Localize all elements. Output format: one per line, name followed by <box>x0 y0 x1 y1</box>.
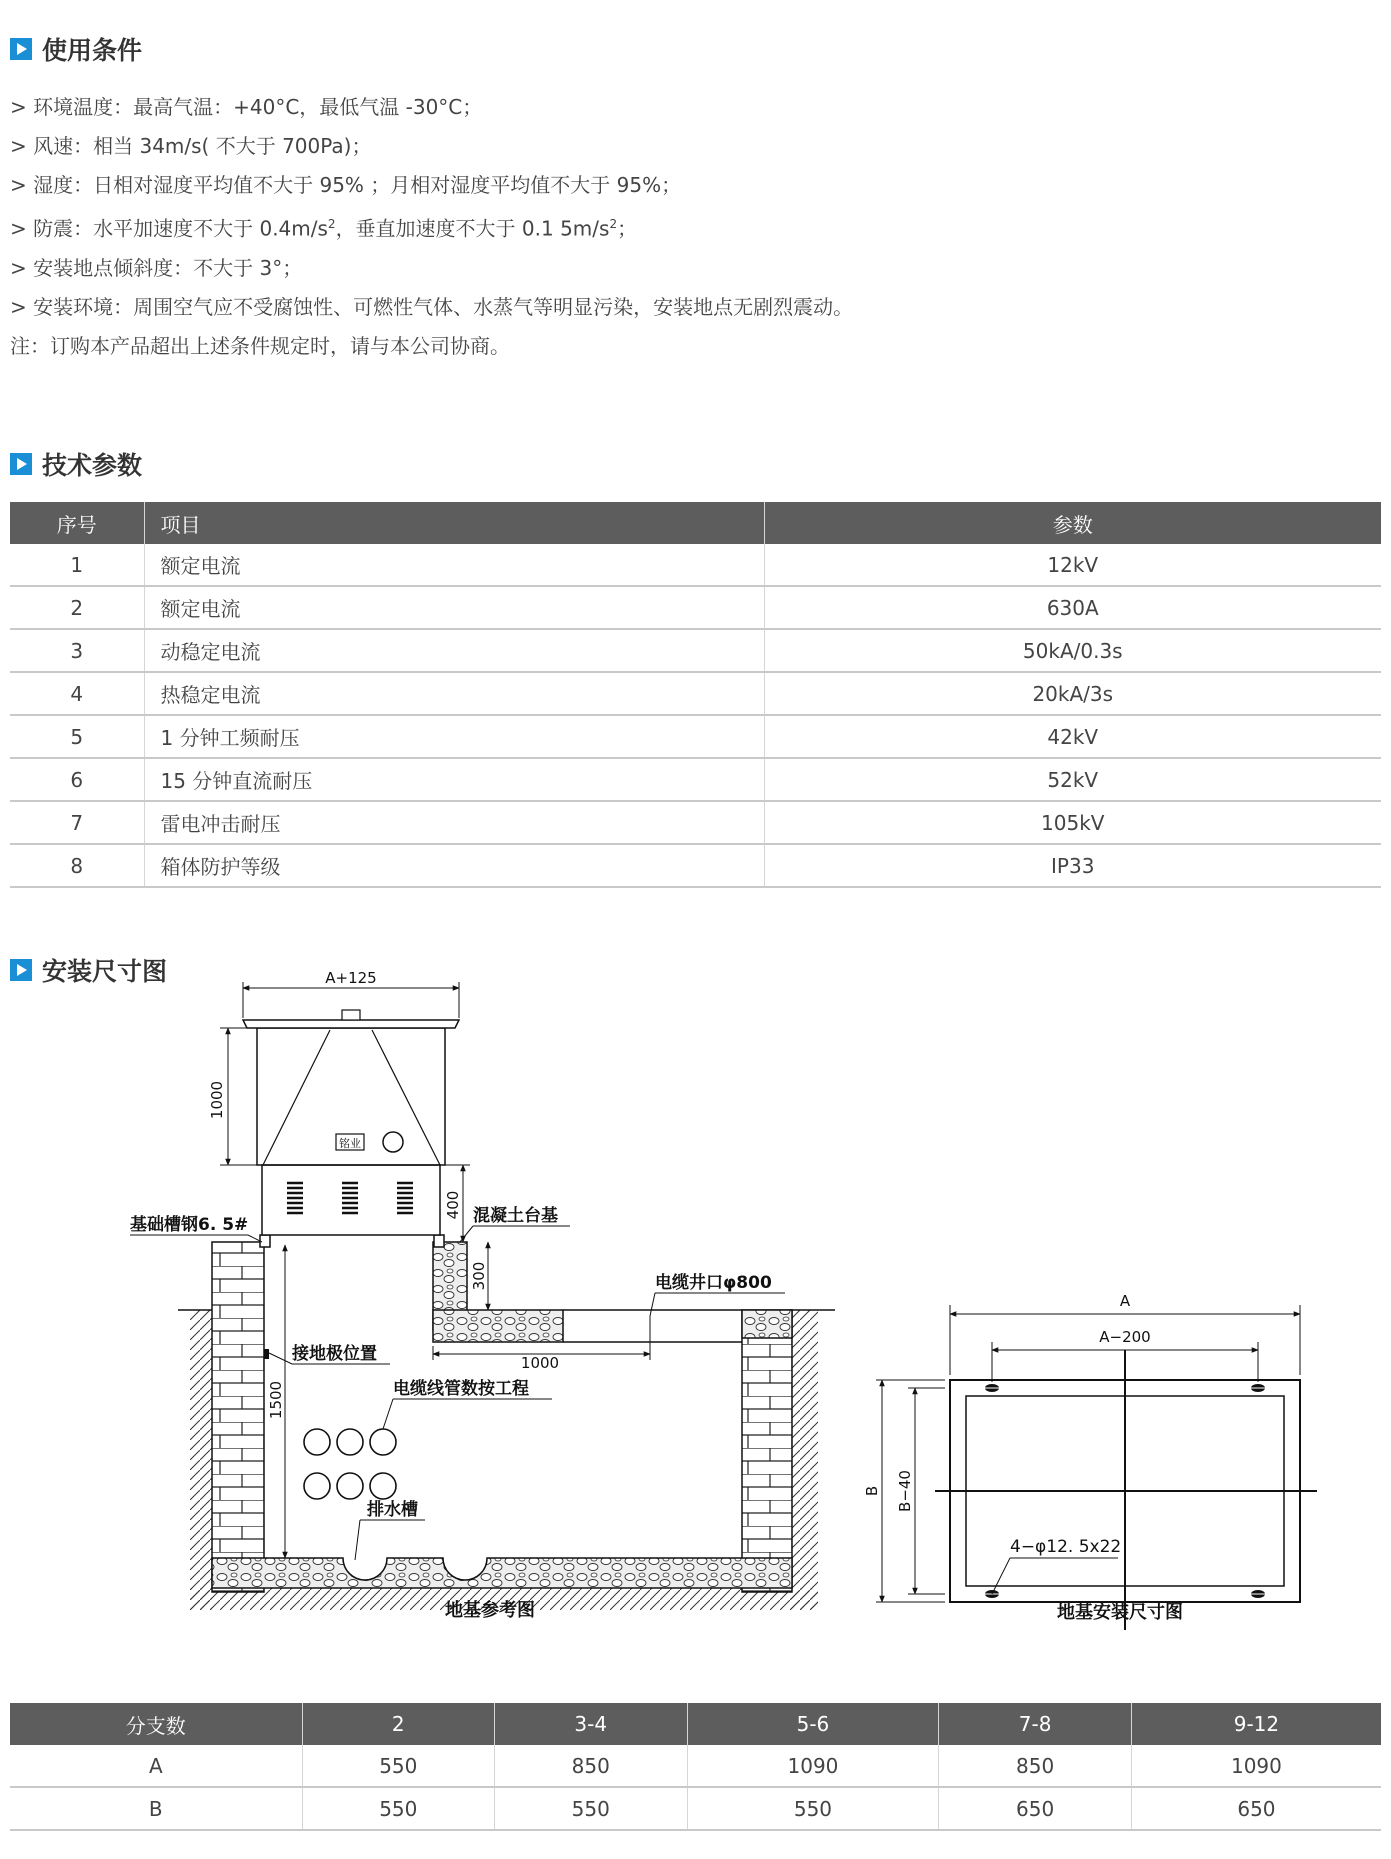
cell: 850 <box>939 1745 1131 1787</box>
cell: A <box>10 1745 302 1787</box>
table-header-row <box>10 1703 1381 1745</box>
header-cell: 5-6 <box>687 1703 939 1745</box>
cell: 7 <box>10 801 144 844</box>
play-arrow-icon <box>10 959 32 981</box>
header-cell: 9-12 <box>1131 1703 1381 1745</box>
cell: 50kA/0.3s <box>764 629 1381 672</box>
cell: 52kV <box>764 758 1381 801</box>
condition-line <box>10 205 853 249</box>
cell: 650 <box>1131 1787 1381 1830</box>
ring-main-unit-box <box>243 1010 459 1235</box>
header-index: 序号 <box>10 502 144 544</box>
caption-foundation: 地基参考图 <box>445 1600 535 1621</box>
cell: 热稳定电流 <box>144 672 764 715</box>
condition-line: > 安装环境：周围空气应不受腐蚀性、可燃性气体、水蒸气等明显污染，安装地点无剧烈震动。 <box>10 294 854 319</box>
dim-b: B <box>863 1485 881 1497</box>
label-cable-duct: 电缆线管数按工程 <box>393 1379 529 1399</box>
cell: 12kV <box>764 544 1381 586</box>
header-cell: 分支数 <box>10 1703 302 1745</box>
header-cell: 3-4 <box>495 1703 687 1745</box>
section-params-header <box>10 446 142 482</box>
condition-line: > 安装地点倾斜度：不大于 3°； <box>10 255 303 280</box>
left-brick-wall <box>212 1242 264 1592</box>
cell: 630A <box>764 586 1381 629</box>
cell: 雷电冲击耐压 <box>144 801 764 844</box>
condition-text: ； <box>617 216 638 241</box>
cell: 1 分钟工频耐压 <box>144 715 764 758</box>
play-arrow-icon <box>10 453 32 475</box>
cell: 1 <box>10 544 144 586</box>
bottom-slab <box>212 1558 792 1588</box>
install-diagram <box>0 969 1391 1680</box>
cell: 3 <box>10 629 144 672</box>
table-row <box>10 1745 1381 1787</box>
dim-box-height: 1000 <box>208 1080 226 1120</box>
cell: 550 <box>302 1787 494 1830</box>
cell: 105kV <box>764 801 1381 844</box>
cell: 5 <box>10 715 144 758</box>
table-row <box>10 544 1381 586</box>
right-brick-wall <box>742 1310 792 1592</box>
cell: 动稳定电流 <box>144 629 764 672</box>
cable-duct-circles <box>304 1429 396 1499</box>
table-row <box>10 801 1381 844</box>
lock-icon <box>383 1132 403 1152</box>
table-row <box>10 844 1381 887</box>
dim-1000-horizontal: 1000 <box>520 1354 560 1372</box>
condition-line: > 风速：相当 34m/s( 不大于 700Pa)； <box>10 134 372 158</box>
cell: 箱体防护等级 <box>144 844 764 887</box>
condition-line: > 环境温度：最高气温：+40°C，最低气温 -30°C； <box>10 95 483 119</box>
condition-line: > 湿度：日相对湿度平均值不大于 95% ；月相对湿度平均值不大于 95%； <box>10 173 682 197</box>
label-holes: 4−φ12. 5x22 <box>1010 1537 1122 1557</box>
table-row <box>10 758 1381 801</box>
table-row <box>10 672 1381 715</box>
cell: 15 分钟直流耐压 <box>144 758 764 801</box>
dim-a: A <box>1119 1292 1131 1310</box>
foundation-reference-drawing <box>130 969 835 1621</box>
cell: IP33 <box>764 844 1381 887</box>
cell: 42kV <box>764 715 1381 758</box>
cell: B <box>10 1787 302 1830</box>
table-row <box>10 586 1381 629</box>
condition-text: ，垂直加速度不大于 0.1 5m/s <box>335 216 610 241</box>
table-header-row <box>10 502 1381 544</box>
label-drain: 排水槽 <box>367 1500 418 1520</box>
dim-1500: 1500 <box>267 1380 285 1420</box>
section-title: 使用条件 <box>42 36 143 65</box>
header-item: 项目 <box>144 502 764 544</box>
condition-text: > 防震：水平加速度不大于 0.4m/s <box>10 216 328 241</box>
label-ground-position: 接地极位置 <box>292 1344 377 1364</box>
cell: 1090 <box>1131 1745 1381 1787</box>
foundation-install-drawing <box>863 1292 1317 1630</box>
nameplate-text: 铭业 <box>339 1137 361 1150</box>
section-title: 技术参数 <box>42 451 143 480</box>
dim-400: 400 <box>444 1190 462 1220</box>
cell: 额定电流 <box>144 544 764 586</box>
cell: 8 <box>10 844 144 887</box>
top-slab <box>433 1310 563 1342</box>
dim-width-top: A+125 <box>325 969 377 987</box>
section-title: 安装尺寸图 <box>42 957 168 986</box>
conditions-list <box>10 88 853 366</box>
table-row <box>10 1787 1381 1830</box>
header-cell: 2 <box>302 1703 494 1745</box>
dim-300: 300 <box>470 1261 488 1291</box>
box-roof <box>243 1020 459 1028</box>
branch-table <box>10 1703 1381 1831</box>
ground-hatch <box>190 1310 212 1610</box>
top-slab-right <box>742 1310 792 1338</box>
cell: 550 <box>302 1745 494 1787</box>
cell: 650 <box>939 1787 1131 1830</box>
cell: 额定电流 <box>144 586 764 629</box>
superscript: 2 <box>609 217 618 231</box>
label-concrete-base: 混凝土台基 <box>473 1206 558 1226</box>
cell: 850 <box>495 1745 687 1787</box>
header-value: 参数 <box>764 502 1381 544</box>
cell: 20kA/3s <box>764 672 1381 715</box>
caption-install: 地基安装尺寸图 <box>1057 1602 1183 1623</box>
header-cell: 7-8 <box>939 1703 1131 1745</box>
cell: 4 <box>10 672 144 715</box>
ground-hatch <box>790 1310 818 1610</box>
section-conditions-header <box>10 31 142 67</box>
dim-b-40: B−40 <box>896 1470 914 1512</box>
condition-note: 注：订购本产品超出上述条件规定时，请与本公司协商。 <box>10 333 510 358</box>
dim-a-200: A−200 <box>1099 1328 1151 1346</box>
cell: 2 <box>10 586 144 629</box>
params-table <box>10 502 1381 888</box>
table-row <box>10 715 1381 758</box>
cell: 6 <box>10 758 144 801</box>
play-arrow-icon <box>10 38 32 60</box>
superscript: 2 <box>327 217 336 231</box>
label-cable-well: 电缆井口φ800 <box>655 1273 772 1293</box>
cell: 1090 <box>687 1745 939 1787</box>
table-row <box>10 629 1381 672</box>
cell: 550 <box>495 1787 687 1830</box>
cell: 550 <box>687 1787 939 1830</box>
label-channel-steel: 基础槽钢6. 5# <box>130 1215 249 1235</box>
